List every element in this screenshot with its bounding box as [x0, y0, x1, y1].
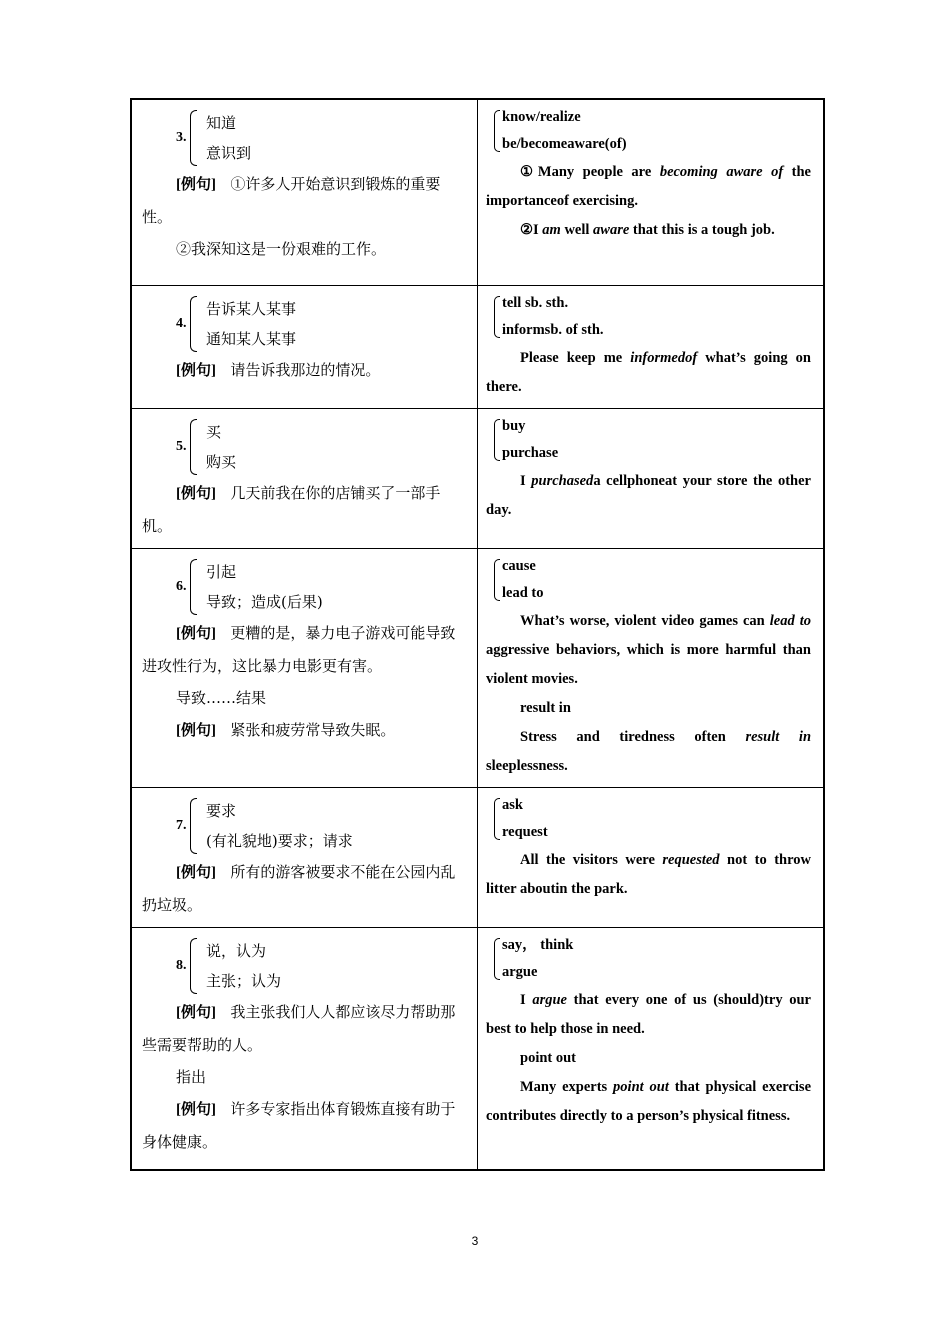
en-example: Please keep me informedof what’s going on there.	[486, 349, 811, 395]
example-label: [例句]	[176, 177, 216, 193]
en-term: request	[502, 823, 548, 840]
entry-number: 3.	[176, 130, 187, 145]
brace-icon	[494, 938, 500, 980]
en-term: lead to	[502, 584, 544, 601]
en-subterm: result in	[520, 699, 571, 716]
term-group	[486, 553, 811, 607]
cn-example: ①许多人开始意识到锻炼的重要性。	[142, 175, 441, 226]
english-cell	[478, 99, 825, 285]
example-label: [例句]	[176, 722, 216, 739]
cn-example: 几天前我在你的店铺买了一部手机。	[142, 483, 441, 535]
term-group	[486, 932, 811, 986]
example-label: [例句]	[176, 485, 216, 502]
brace-icon	[190, 296, 197, 352]
brace-icon	[190, 798, 197, 854]
cn-example: 请告诉我那边的情况。	[230, 360, 381, 379]
term-group	[142, 557, 467, 617]
table-row	[131, 548, 824, 787]
cn-example: 紧张和疲劳常导致失眠。	[230, 720, 396, 739]
cn-term: 告诉某人某事	[206, 299, 297, 318]
table-row	[131, 787, 824, 927]
cn-term: 通知某人某事	[206, 329, 297, 348]
cn-term: 要求	[206, 801, 237, 820]
english-cell	[478, 927, 825, 1170]
en-example: I purchaseda cellphoneat your store the other day.	[486, 472, 811, 518]
entry-number: 7.	[176, 817, 187, 833]
entry-number: 5.	[176, 438, 187, 454]
page-number: 3	[471, 1234, 479, 1248]
en-term: argue	[502, 963, 538, 980]
en-term: buy	[502, 417, 526, 434]
en-example: ②I am well aware that this is a tough job.	[520, 222, 775, 238]
en-example: All the visitors were requested not to throw litter aboutin the park.	[486, 851, 811, 897]
english-cell	[478, 408, 825, 548]
term-group	[142, 294, 467, 354]
cn-term: 主张；认为	[206, 971, 282, 990]
chinese-cell	[131, 408, 478, 548]
entry-number: 4.	[176, 315, 187, 331]
en-term: know/realize	[502, 109, 581, 125]
en-term: ask	[502, 796, 523, 813]
brace-icon	[494, 296, 500, 338]
cn-term: 知道	[206, 114, 237, 132]
example-label: [例句]	[176, 1004, 216, 1021]
cn-term: 引起	[206, 562, 237, 581]
entry-number: 6.	[176, 578, 187, 594]
term-group	[142, 796, 467, 856]
english-cell	[478, 787, 825, 927]
term-group	[486, 290, 811, 344]
english-cell	[478, 548, 825, 787]
en-term: purchase	[502, 444, 559, 461]
brace-icon	[494, 110, 500, 152]
en-term: tell sb. sth.	[502, 294, 569, 311]
cn-subterm: 指出	[176, 1067, 207, 1086]
cn-subterm: 导致……结果	[176, 688, 267, 707]
term-group	[486, 413, 811, 467]
en-term: be/becomeaware(of)	[502, 136, 627, 152]
english-cell	[478, 285, 825, 408]
brace-icon	[494, 798, 500, 840]
en-example: Many experts point out that physical exercise contributes directly to a person’s physical fitness.	[486, 1078, 812, 1124]
cn-term: 导致；造成(后果)	[206, 592, 323, 611]
cn-term: (有礼貌地)要求；请求	[206, 831, 353, 850]
brace-icon	[190, 559, 197, 615]
brace-icon	[494, 559, 500, 601]
chinese-cell	[131, 787, 478, 927]
example-label: [例句]	[176, 362, 216, 379]
table-row	[131, 408, 824, 548]
cn-example: 所有的游客被要求不能在公园内乱扔垃圾。	[142, 862, 456, 914]
cn-example: ②我深知这是一份艰难的工作。	[176, 240, 387, 258]
cn-example: 许多专家指出体育锻炼直接有助于身体健康。	[142, 1099, 456, 1151]
term-group	[142, 936, 467, 996]
cn-term: 购买	[206, 452, 237, 471]
table-row	[131, 927, 824, 1170]
term-group	[486, 104, 811, 158]
en-example: Stress and tiredness often result in sleeplessness.	[486, 728, 812, 774]
en-term: cause	[502, 557, 536, 574]
example-label: [例句]	[176, 1101, 216, 1118]
cn-term: 意识到	[206, 144, 252, 162]
term-group	[142, 108, 467, 168]
brace-icon	[494, 419, 500, 461]
brace-icon	[190, 938, 197, 994]
table-row	[131, 285, 824, 408]
term-group	[142, 417, 467, 477]
chinese-cell	[131, 927, 478, 1170]
cn-example: 我主张我们人人都应该尽力帮助那些需要帮助的人。	[142, 1002, 456, 1054]
chinese-cell	[131, 285, 478, 408]
en-example: I argue that every one of us (should)try our best to help those in need.	[486, 991, 811, 1037]
en-example: ①Many people are becoming aware of the importanceof exercising.	[486, 164, 811, 209]
brace-icon	[190, 110, 197, 166]
example-label: [例句]	[176, 864, 216, 881]
example-label: [例句]	[176, 625, 216, 642]
en-term: say， think	[502, 936, 574, 953]
table-row	[131, 99, 824, 285]
vocabulary-table	[130, 98, 825, 1171]
cn-example: 更糟的是，暴力电子游戏可能导致进攻性行为，这比暴力电影更有害。	[142, 623, 456, 675]
chinese-cell	[131, 548, 478, 787]
term-group	[486, 792, 811, 846]
chinese-cell	[131, 99, 478, 285]
en-subterm: point out	[520, 1049, 577, 1066]
cn-term: 买	[206, 422, 222, 441]
entry-number: 8.	[176, 957, 187, 973]
en-term: informsb. of sth.	[502, 321, 604, 338]
en-example: What’s worse, violent video games can lead to aggressive behaviors, which is more harmful than violent movies.	[486, 612, 811, 687]
cn-term: 说，认为	[206, 941, 267, 960]
brace-icon	[190, 419, 197, 475]
